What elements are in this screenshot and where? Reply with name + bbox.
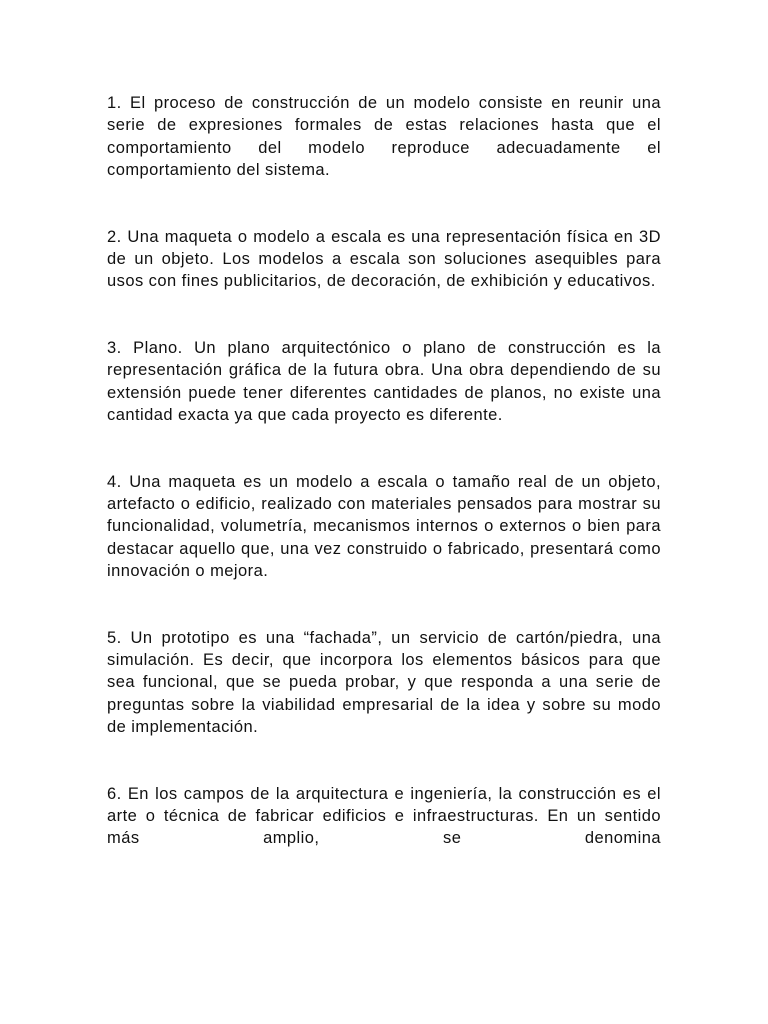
paragraph-4: 4. Una maqueta es un modelo a escala o tamaño real de un objeto, artefacto o edificio, realizado con materiales pensados para mostrar su funcionalidad, volumetría, mecanismos internos o externos o bien para destacar aquello que, una vez construido o fabricado, presentará como innovación o mejora. <box>107 472 661 580</box>
paragraph-3: 3. Plano. Un plano arquitectónico o plano de construcción es la representación gráfica de la futura obra. Una obra dependiendo de su extensión puede tener diferentes cantidades de planos, no existe una cantidad exacta ya que cada proyecto es diferente. <box>107 339 661 424</box>
paragraph-5: 5. Un prototipo es una “fachada”, un servicio de cartón/piedra, una simulación. Es decir, que incorpora los elementos básicos para que sea funcional, que se pueda probar, y que responda a una serie de preguntas sobre la viabilidad empresarial de la idea y sobre su modo de implementación. <box>107 628 661 736</box>
paragraph-6: 6. En los campos de la arquitectura e ingeniería, la construcción es el arte o técnica de fabricar edificios e infraestructuras. En un sentido más amplio, se denomina <box>107 784 661 848</box>
paragraph-2: 2. Una maqueta o modelo a escala es una representación física en 3D de un objeto. Los modelos a escala son soluciones asequibles para usos con fines publicitarios, de decoración, de exhibición y educativos. <box>107 227 661 291</box>
paragraph-1: 1. El proceso de construcción de un modelo consiste en reunir una serie de expresiones formales de estas relaciones hasta que el comportamiento del modelo reproduce adecuadamente el comportamiento del sistema. <box>107 94 661 179</box>
document-page <box>107 92 661 894</box>
